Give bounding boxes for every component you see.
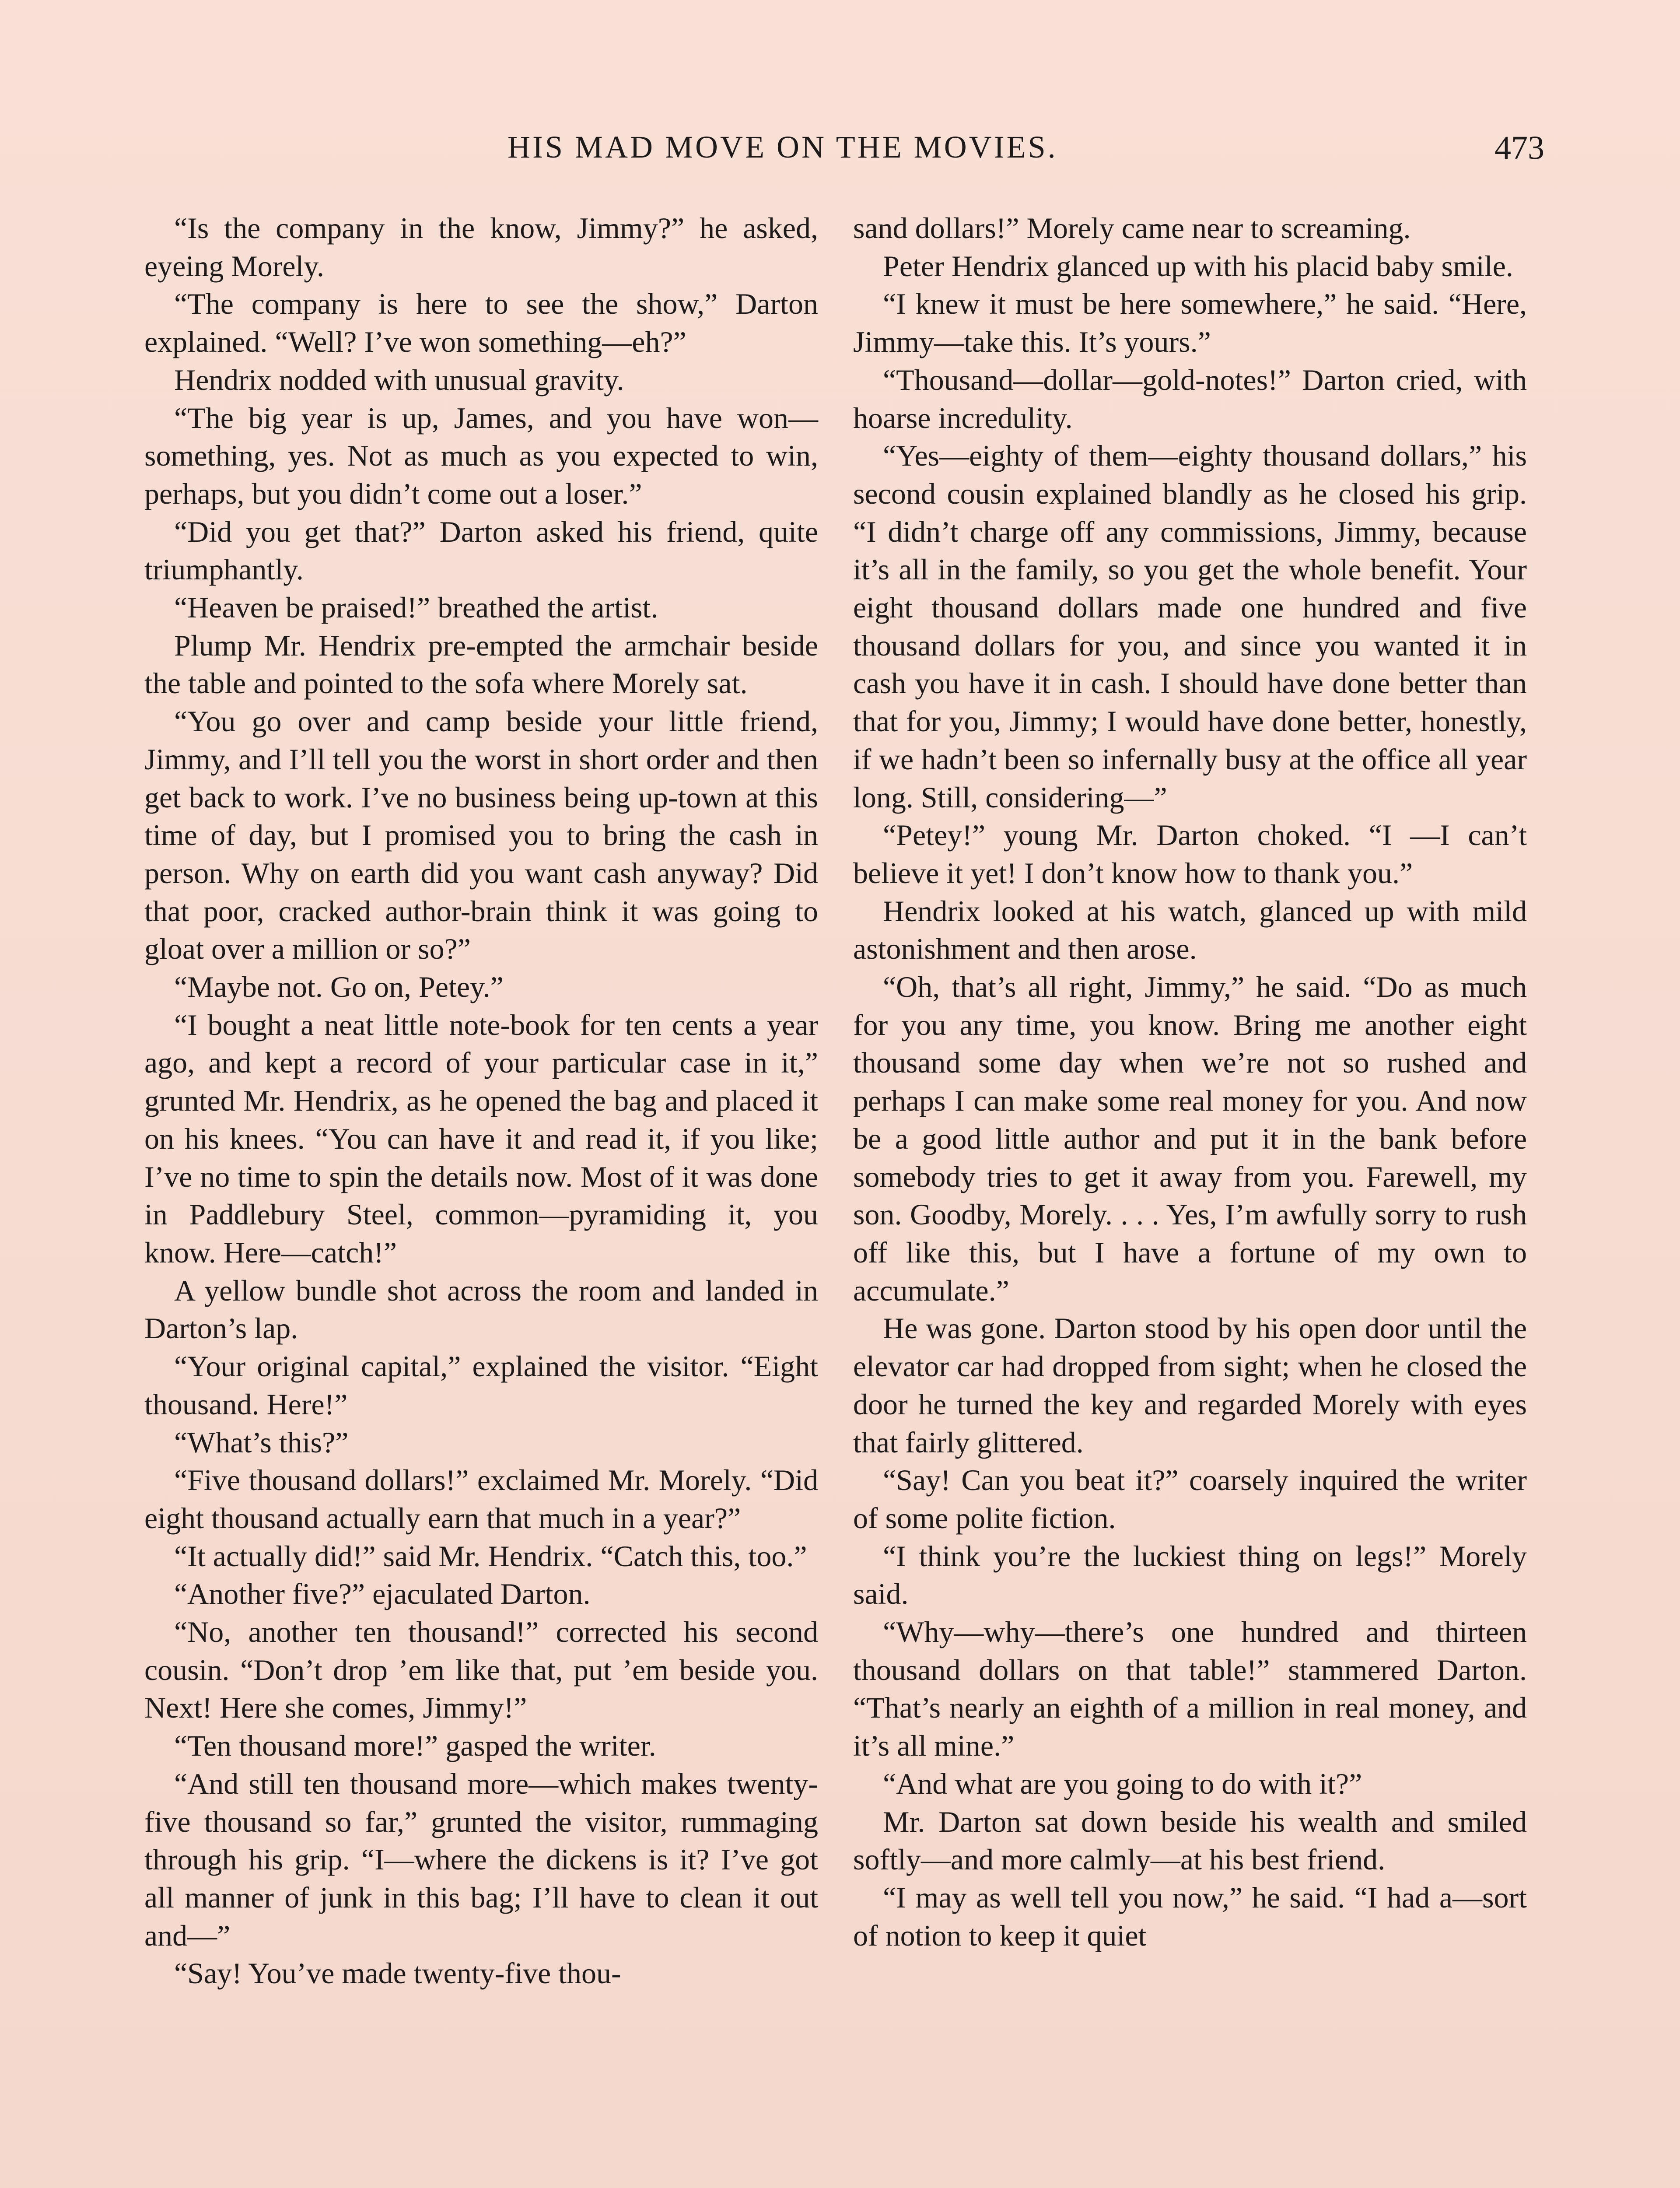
- paragraph: Mr. Darton sat down beside his wealth and smiled softly—and more calmly—at his best friend.: [853, 1805, 1527, 1876]
- paragraph: “You go over and camp beside your little friend, Jimmy, and I’ll tell you the worst in short order and then get back to work. I’ve no business being up-town at this time of day, but I promised you to bring the cash in person. Why on earth did you want cash anyway? Did that poor, cracked author-brain think it was going to gloat over a million or so?”: [144, 705, 818, 966]
- right-text-column: [853, 209, 1527, 1954]
- paragraph: “Say! Can you beat it?” coarsely inquired the writer of some polite fiction.: [853, 1463, 1527, 1535]
- paragraph: “Say! You’ve made twenty-five thou-: [174, 1957, 621, 1990]
- paragraph: “Maybe not. Go on, Petey.”: [174, 970, 504, 1004]
- paragraph: “I knew it must be here somewhere,” he said. “Here, Jimmy—take this. It’s yours.”: [853, 287, 1527, 359]
- left-text-column: [144, 209, 818, 1992]
- paragraph: “Heaven be praised!” breathed the artist.: [174, 591, 658, 624]
- paragraph: “Why—why—there’s one hundred and thirteen thousand dollars on that table!” stammered Darton. “That’s nearly an eighth of a million in real money, and it’s all mine.”: [853, 1615, 1527, 1763]
- paragraph: “Your original capital,” explained the visitor. “Eight thousand. Here!”: [144, 1350, 818, 1421]
- paragraph-continued: sand dollars!” Morely came near to screaming.: [853, 211, 1411, 245]
- paragraph: “Another five?” ejaculated Darton.: [174, 1577, 591, 1611]
- paragraph: “And what are you going to do with it?”: [883, 1767, 1362, 1800]
- paragraph: “The company is here to see the show,” Darton explained. “Well? I’ve won something—eh?”: [144, 287, 818, 359]
- page-number: 473: [1494, 130, 1544, 166]
- paragraph: “I may as well tell you now,” he said. “I had a—sort of notion to keep it quiet: [853, 1880, 1527, 1952]
- paragraph: Plump Mr. Hendrix pre-empted the armchair beside the table and pointed to the sofa where Morely sat.: [144, 628, 818, 700]
- paragraph: “Petey!” young Mr. Darton choked. “I —I can’t believe it yet! I don’t know how to thank you.”: [853, 818, 1527, 890]
- paragraph: “I think you’re the luckiest thing on legs!” Morely said.: [853, 1539, 1527, 1611]
- paragraph: “The big year is up, James, and you have won—something, yes. Not as much as you expected to win, perhaps, but you didn’t come out a loser.”: [144, 401, 818, 510]
- paragraph: “Five thousand dollars!” exclaimed Mr. Morely. “Did eight thousand actually earn that much in a year?”: [144, 1463, 818, 1535]
- running-title: HIS MAD MOVE ON THE MOVIES.: [508, 130, 1058, 165]
- paragraph: “I bought a neat little note-book for ten cents a year ago, and kept a record of your particular case in it,” grunted Mr. Hendrix, as he opened the bag and placed it on his knees. “You can have it and read it, if you like; I’ve no time to spin the details now. Most of it was done in Paddlebury Steel, common—pyramiding it, you know. Here—catch!”: [144, 1008, 818, 1269]
- paragraph: “Oh, that’s all right, Jimmy,” he said. “Do as much for you any time, you know. Bring me another eight thousand some day when we’re not so rushed and perhaps I can make some real money for you. And now be a good little author and put it in the bank before somebody tries to get it away from you. Farewell, my son. Goodby, Morely. . . . Yes, I’m awfully sorry to rush off like this, but I have a fortune of my own to accumulate.”: [853, 970, 1527, 1307]
- paragraph: Peter Hendrix glanced up with his placid baby smile.: [883, 249, 1513, 283]
- paragraph: “And still ten thousand more—which makes twenty-five thousand so far,” grunted the visitor, rummaging through his grip. “I—where the dickens is it? I’ve got all manner of junk in this bag; I’ll have to clean it out and—”: [144, 1767, 818, 1952]
- paragraph: Hendrix looked at his watch, glanced up with mild astonishment and then arose.: [853, 894, 1527, 966]
- paragraph: He was gone. Darton stood by his open door until the elevator car had dropped from sight; when he closed the door he turned the key and regarded Morely with eyes that fairly glittered.: [853, 1311, 1527, 1459]
- paragraph: “Thousand—dollar—gold-notes!” Darton cried, with hoarse incredulity.: [853, 363, 1527, 435]
- paragraph: “Yes—eighty of them—eighty thousand dollars,” his second cousin explained blandly as he closed his grip. “I didn’t charge off any commissions, Jimmy, because it’s all in the family, so you get the whole benefit. Your eight thousand dollars made one hundred and five thousand dollars for you, and since you wanted it in cash you have it in cash. I should have done better than that for you, Jimmy; I would have done better, honestly, if we hadn’t been so infernally busy at the office all year long. Still, considering—”: [853, 439, 1527, 814]
- paragraph: “What’s this?”: [174, 1425, 349, 1459]
- paragraph: A yellow bundle shot across the room and landed in Darton’s lap.: [144, 1273, 818, 1345]
- paragraph: “No, another ten thousand!” corrected his second cousin. “Don’t drop ’em like that, put ’em beside you. Next! Here she comes, Jimmy!”: [144, 1615, 818, 1725]
- paragraph: “Ten thousand more!” gasped the writer.: [174, 1729, 656, 1763]
- paragraph: “Is the company in the know, Jimmy?” he asked, eyeing Morely.: [144, 211, 818, 283]
- paragraph: “Did you get that?” Darton asked his friend, quite triumphantly.: [144, 515, 818, 586]
- paragraph: Hendrix nodded with unusual gravity.: [174, 363, 624, 396]
- paragraph: “It actually did!” said Mr. Hendrix. “Catch this, too.”: [174, 1539, 807, 1573]
